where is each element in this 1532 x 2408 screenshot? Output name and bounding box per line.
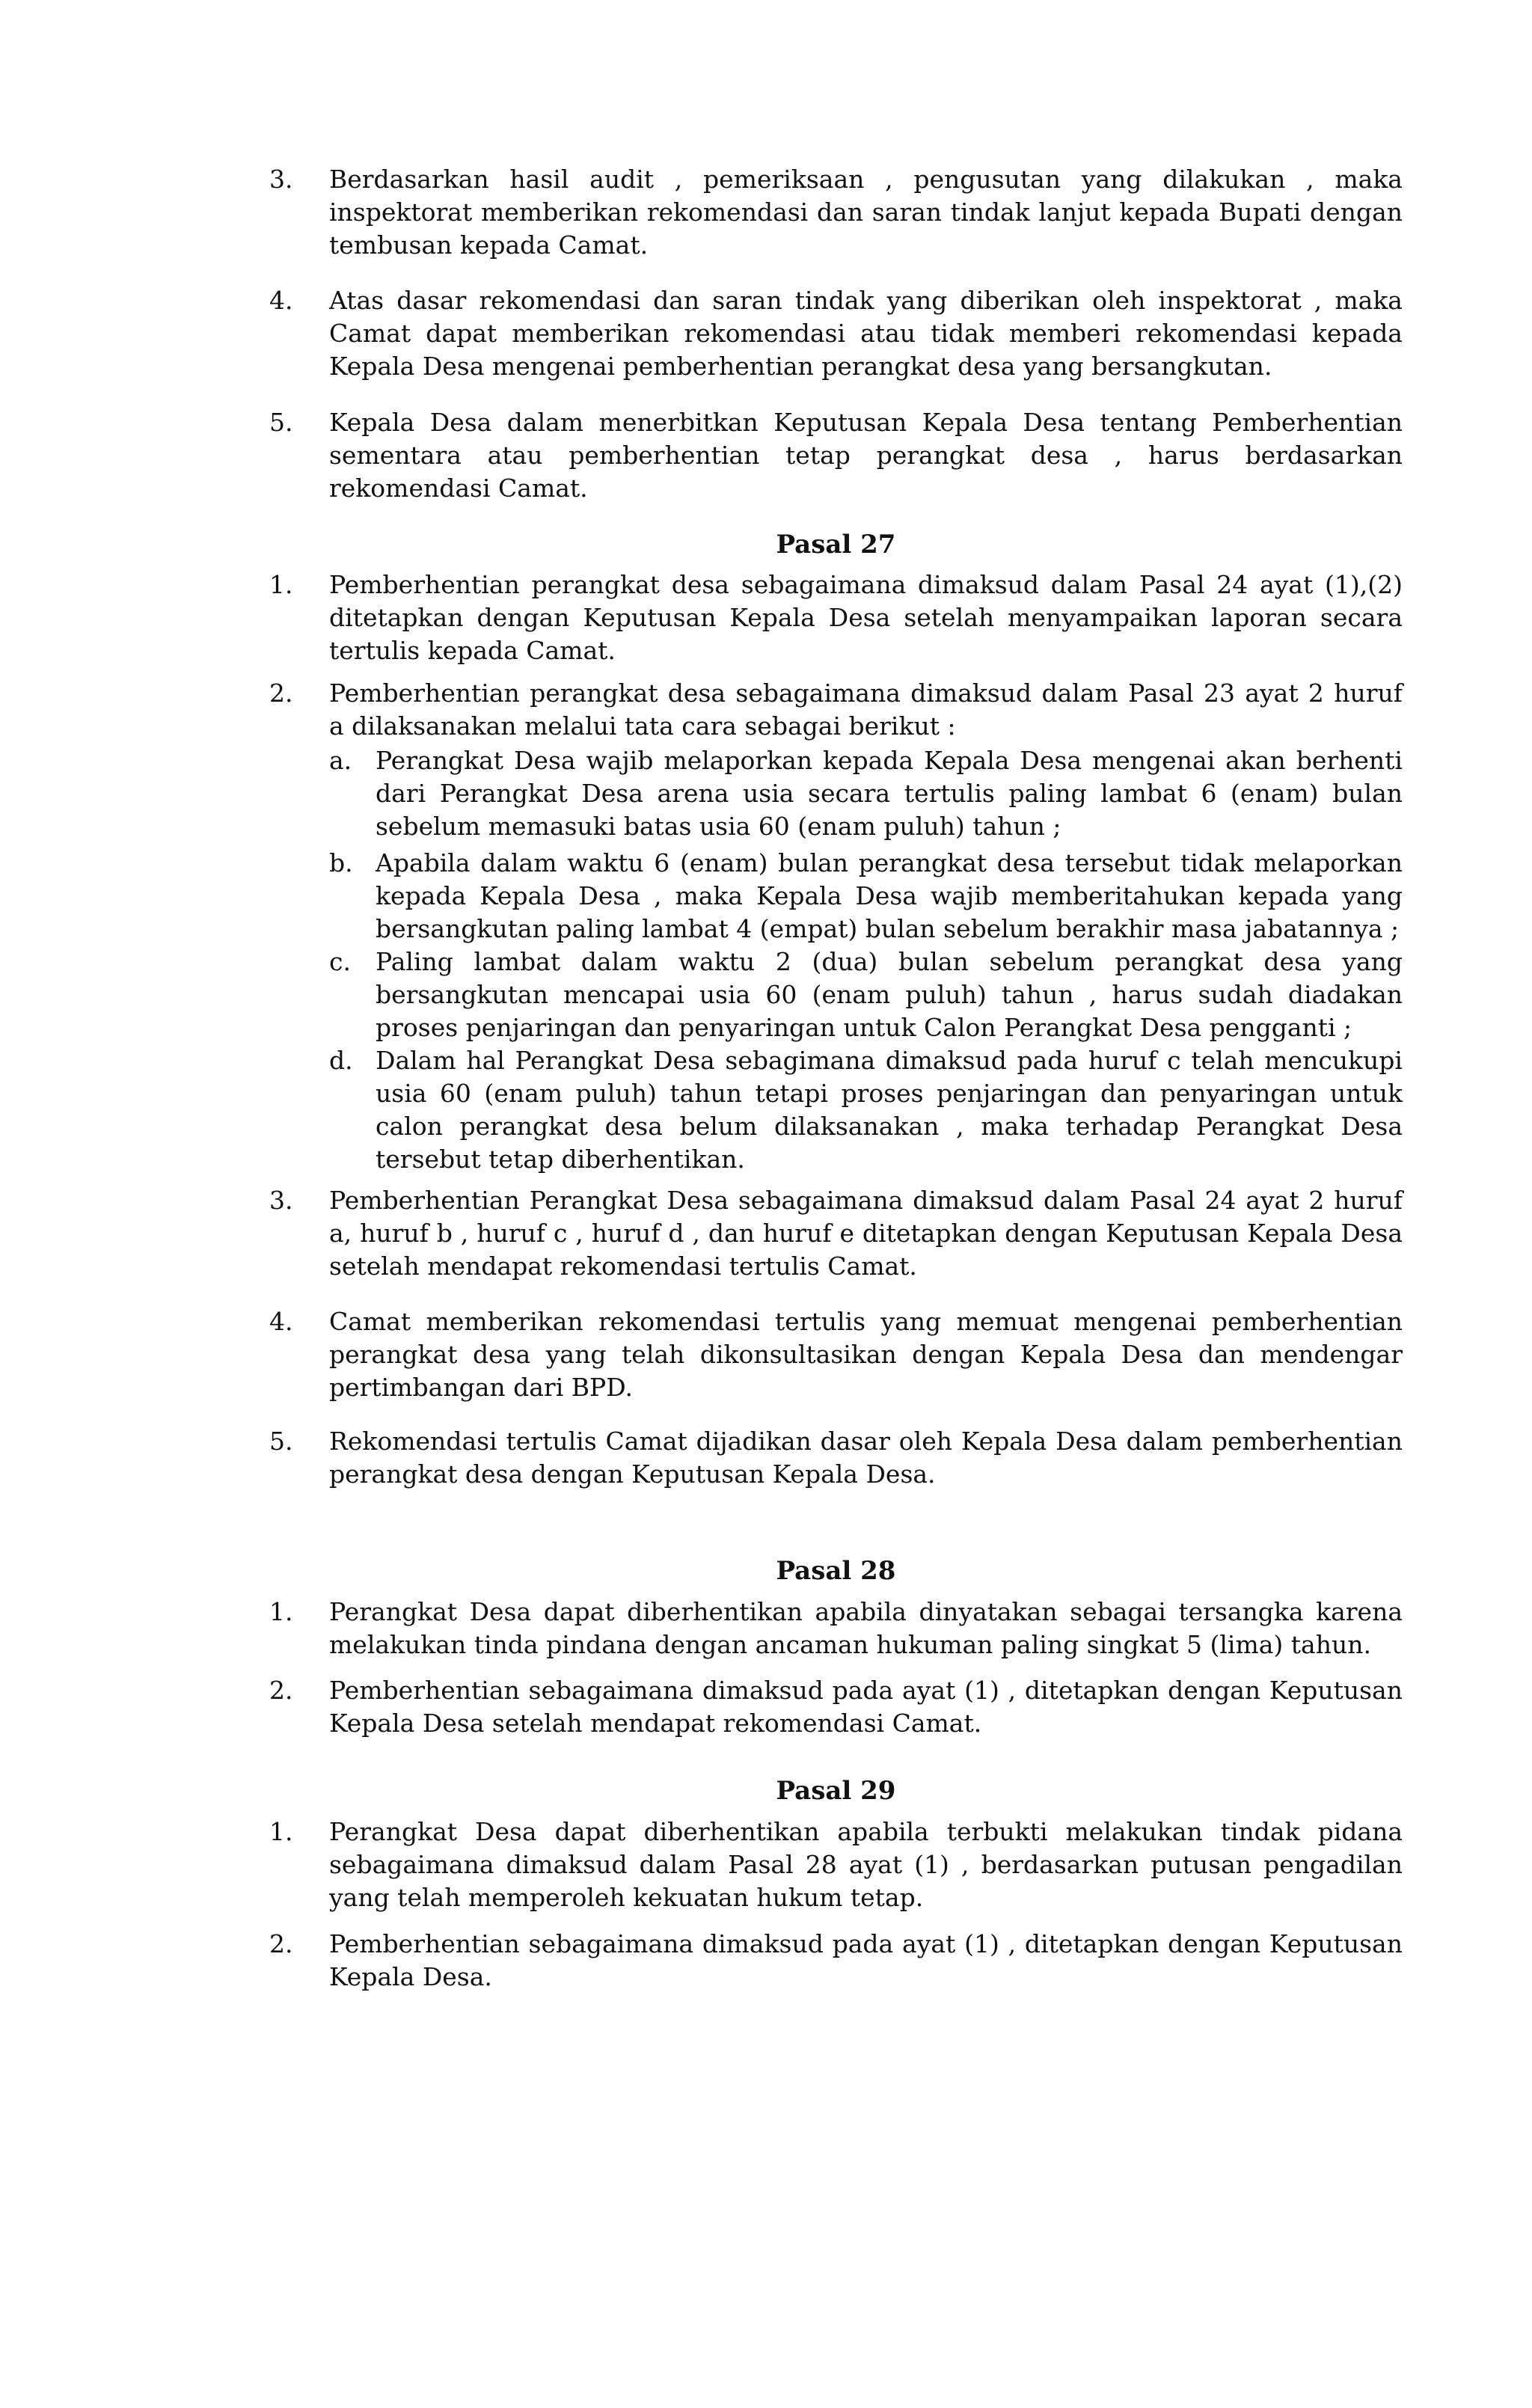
item-number: 3.	[269, 1186, 293, 1215]
list-item	[269, 1596, 1403, 1661]
item-text: Pemberhentian sebagaimana dimaksud pada ayat (1) , ditetapkan dengan Keputusan Kepala Desa.	[329, 1929, 1403, 1991]
item-number: 5.	[269, 408, 293, 437]
item-text: Perangkat Desa dapat diberhentikan apabila terbukti melakukan tindak pidana sebagaimana dimaksud dalam Pasal 28 ayat (1) , berdasarkan putusan pengadilan yang telah memperoleh kekuatan hukum tetap.	[329, 1817, 1403, 1912]
item-number: 1.	[269, 570, 293, 599]
item-text: Camat memberikan rekomendasi tertulis yang memuat mengenai pemberhentian perangkat desa yang telah dikonsultasikan dengan Kepala Desa dan mendengar pertimbangan dari BPD.	[329, 1307, 1403, 1402]
sub-item	[329, 946, 1403, 1044]
item-text: Berdasarkan hasil audit , pemeriksaan , pengusutan yang dilakukan , maka inspektorat memberikan rekomendasi dan saran tindak lanjut kepada Bupati dengan tembusan kepada Camat.	[329, 165, 1403, 260]
sub-item	[329, 1044, 1403, 1176]
sub-item-text: Apabila dalam waktu 6 (enam) bulan perangkat desa tersebut tidak melaporkan kepada Kepala Desa , maka Kepala Desa wajib memberitahukan kepada yang bersangkutan paling lambat 4 (empat) bulan sebelum berakhir masa jabatannya ;	[376, 848, 1403, 943]
item-number: 2.	[269, 678, 293, 708]
item-text: Perangkat Desa dapat diberhentikan apabila dinyatakan sebagai tersangka karena melakukan tinda pindana dengan ancaman hukuman paling singkat 5 (lima) tahun.	[329, 1597, 1403, 1659]
sub-item-text: Paling lambat dalam waktu 2 (dua) bulan sebelum perangkat desa yang bersangkutan mencapai usia 60 (enam puluh) tahun , harus sudah diadakan proses penjaringan dan penyaringan untuk Calon Perangkat Desa pengganti ;	[376, 947, 1403, 1042]
list-item	[269, 677, 1403, 743]
sub-item-text: Dalam hal Perangkat Desa sebagimana dimaksud pada huruf c telah mencukupi usia 60 (enam puluh) tahun tetapi proses penjaringan dan penyaringan untuk calon perangkat desa belum dilaksanakan , maka terhadap Perangkat Desa tersebut tetap diberhentikan.	[376, 1046, 1403, 1174]
item-number: 5.	[269, 1427, 293, 1456]
list-item	[269, 284, 1403, 383]
list-item	[269, 1305, 1403, 1404]
list-item	[269, 1425, 1403, 1491]
sub-item-letter: b.	[329, 848, 353, 877]
item-text: Kepala Desa dalam menerbitkan Keputusan Kepala Desa tentang Pemberhentian sementara atau pemberhentian tetap perangkat desa , harus berdasarkan rekomendasi Camat.	[329, 408, 1403, 503]
item-number: 3.	[269, 165, 293, 194]
list-item	[269, 1674, 1403, 1740]
item-text: Atas dasar rekomendasi dan saran tindak yang diberikan oleh inspektorat , maka Camat dapat memberikan rekomendasi atau tidak memberi rekomendasi kepada Kepala Desa mengenai pemberhentian perangkat desa yang bersangkutan.	[329, 286, 1403, 381]
item-text: Pemberhentian perangkat desa sebagaimana dimaksud dalam Pasal 24 ayat (1),(2) ditetapkan dengan Keputusan Kepala Desa setelah menyampaikan laporan secara tertulis kepada Camat.	[329, 570, 1403, 665]
sub-item-letter: d.	[329, 1046, 353, 1075]
item-number: 4.	[269, 286, 293, 315]
pasal-28-heading: Pasal 28	[776, 1556, 896, 1586]
list-item	[269, 1928, 1403, 1994]
item-number: 2.	[269, 1929, 293, 1958]
list-item	[269, 569, 1403, 667]
item-text: Pemberhentian sebagaimana dimaksud pada ayat (1) , ditetapkan dengan Keputusan Kepala Desa setelah mendapat rekomendasi Camat.	[329, 1676, 1403, 1738]
item-number: 4.	[269, 1307, 293, 1336]
item-number: 1.	[269, 1597, 293, 1626]
sub-item	[329, 847, 1403, 946]
sub-item-letter: c.	[329, 947, 351, 976]
item-number: 1.	[269, 1817, 293, 1846]
item-text: Pemberhentian perangkat desa sebagaimana dimaksud dalam Pasal 23 ayat 2 huruf a dilaksanakan melalui tata cara sebagai berikut :	[329, 678, 1403, 741]
sub-item-letter: a.	[329, 746, 352, 775]
item-number: 2.	[269, 1676, 293, 1705]
sub-item	[329, 744, 1403, 843]
item-text: Rekomendasi tertulis Camat dijadikan dasar oleh Kepala Desa dalam pemberhentian perangkat desa dengan Keputusan Kepala Desa.	[329, 1427, 1403, 1489]
list-item	[269, 1816, 1403, 1914]
list-item	[269, 406, 1403, 505]
sub-item-text: Perangkat Desa wajib melaporkan kepada Kepala Desa mengenai akan berhenti dari Perangkat Desa arena usia secara tertulis paling lambat 6 (enam) bulan sebelum memasuki batas usia 60 (enam puluh) tahun ;	[376, 746, 1403, 841]
pasal-29-heading: Pasal 29	[776, 1776, 896, 1806]
list-item	[269, 1184, 1403, 1283]
item-text: Pemberhentian Perangkat Desa sebagaimana dimaksud dalam Pasal 24 ayat 2 huruf a, huruf b , huruf c , huruf d , dan huruf e ditetapkan dengan Keputusan Kepala Desa setelah mendapat rekomendasi tertulis Camat.	[329, 1186, 1403, 1281]
list-item	[269, 163, 1403, 262]
pasal-27-heading: Pasal 27	[776, 530, 896, 560]
